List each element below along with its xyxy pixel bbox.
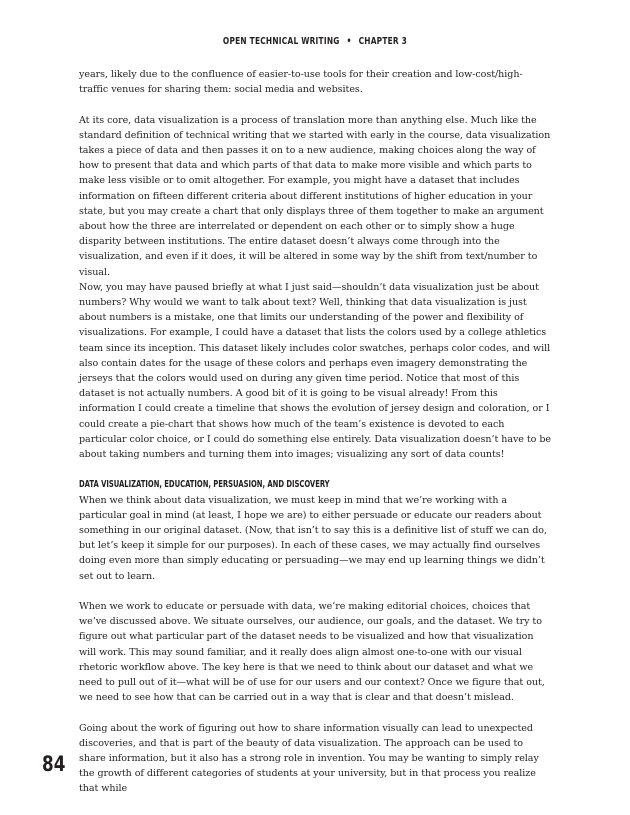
paragraph: years, likely due to the confluence of easier-to-use tools for their creation and low-cost/high-traffic venues for sharing them: social media and websites. [79,69,523,96]
paragraph: Going about the work of figuring out how to share information visually can lead to unexpected discoveries, and that is part of the beauty of data visualization. The approach can be used to share information, but it also has a strong role in invention. You may be wanting to simply relay the growth of different categories of students at your university, but in that process you realize that while [79,722,539,795]
paragraph: Now, you may have paused briefly at what I just said—shouldn’t data visualization just be about numbers? Why would we want to talk about text? Well, thinking that data visualization is just about numbers is a mistake, one that limits our understanding of the power and flexibility of visualizations. For example, I could have a dataset that lists the colors used by a college athletics team since its inception. This dataset likely includes color swatches, perhaps color codes, and will also contain dates for the usage of these colors and perhaps even imagery demonstrating the jerseys that the colors would used on during any given time period. Notice that most of this dataset is not actually numbers. A good bit of it is going to be visual already! From this information I could create a timeline that shows the evolution of jersey design and coloration, or I could create a pie-chart that shows how much of the team’s existence is devoted to each particular color choice, or I could do something else entirely. Data visualization doesn’t have to be about taking numbers and turning them into images; visualizing any sort of data counts! [79,281,552,461]
section-heading: DATA VISUALIZATION, EDUCATION, PERSUASION, AND DISCOVERY [79,479,330,491]
running-header [69,36,560,47]
paragraph: When we work to educate or persuade with data, we’re making editorial choices, choices that we’ve discussed above. We situate ourselves, our audience, our goals, and the dataset. We try to figure out what particular part of the dataset needs to be visualized and how that visualization will work. This may sound familiar, and it really does align almost one-to-one with our visual rhetoric workflow above. The key here is that we need to think about our dataset and what we need to pull out of it—what will be of use for our users and our context? Once we figure that out, we need to see how that can be carried out in a way that is clear and that doesn’t mislead. [79,601,545,704]
paragraph: When we think about data visualization, we must keep in mind that we’re working with a particular goal in mind (at least, I hope we are) to either persuade or educate our readers about something in our original dataset. (Now, that isn’t to say this is a definitive list of stuff we can do, but let’s keep it simple for our purposes). In each of these cases, we may actually find ourselves doing even more than simply educating or persuading—we may end up learning things we didn’t set out to learn. [79,494,547,582]
header-separator: • [346,36,352,47]
page-number: 84 [42,752,66,776]
book-title: OPEN TECHNICAL WRITING [222,36,340,47]
paragraph: At its core, data visualization is a process of translation more than anything else. Much like the standard definition of technical writing that we started with early in the course, data visualization takes a piece of data and then passes it on to a new audience, making choices along the way of how to present that data and which parts of that data to make more visible and which parts to make less visible or to omit altogether. For example, you might have a dataset that includes information on fifteen different criteria about different institutions of higher education in your state, but you may create a chart that only displays three of them together to make an argument about how the three are interrelated or dependent on each other or to simply show a huge disparity between institutions. The entire dataset doesn’t always come through into the visualization, and even if it does, it will be altered in some way by the shift from text/number to visual. [79,114,551,278]
chapter-label: CHAPTER 3 [358,36,408,47]
page-body [79,67,551,797]
